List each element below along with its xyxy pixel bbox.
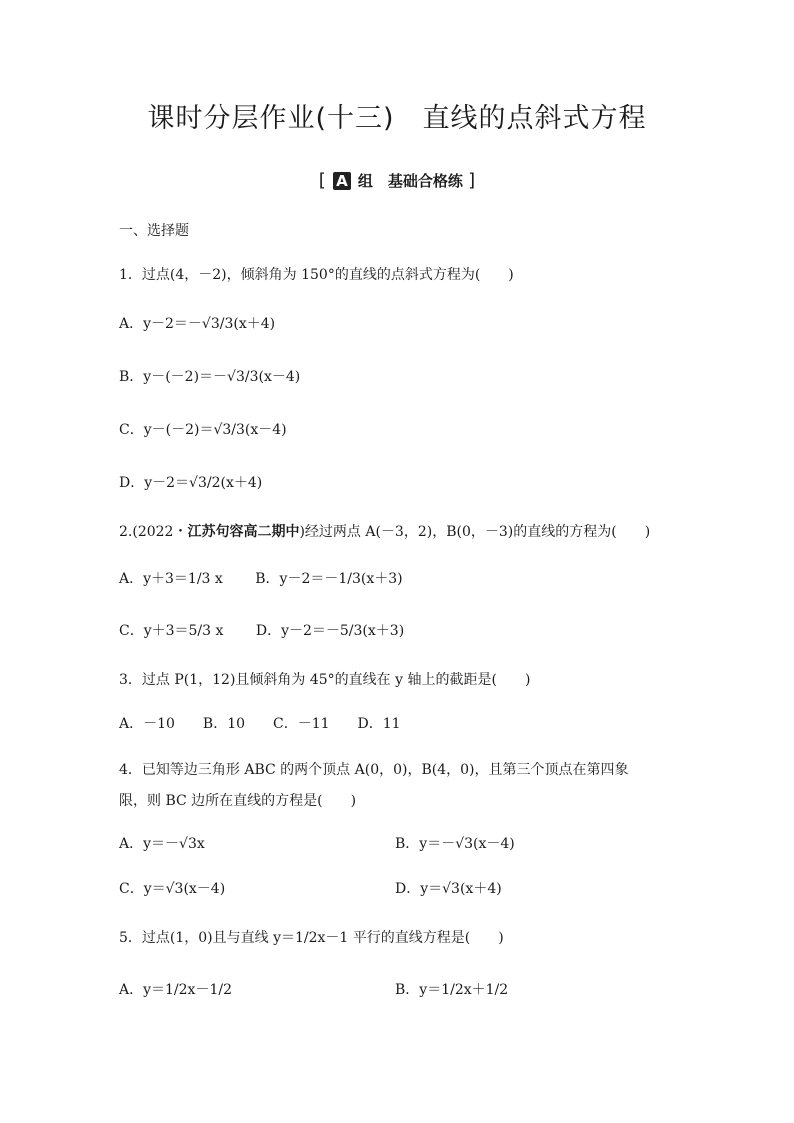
group-bracket-close: ] xyxy=(468,170,476,191)
group-label xyxy=(0,170,794,191)
q1-option-c[interactable]: C．y－(－2)＝√3/3(x－4) xyxy=(119,422,287,438)
q4-option-c[interactable]: C．y＝√3(x－4) xyxy=(119,881,226,897)
q2-option-b[interactable]: B．y－2＝－1/3(x＋3) xyxy=(255,571,403,587)
q4-option-d[interactable]: D．y＝√3(x＋4) xyxy=(395,881,502,897)
q1-option-b[interactable]: B．y－(－2)＝－√3/3(x－4) xyxy=(119,369,301,385)
group-bracket-open: [ xyxy=(318,170,326,191)
q3-stem: 3．过点 P(1，12)且倾斜角为 45°的直线在 y 轴上的截距是( ) xyxy=(119,672,531,688)
q2-stem-prefix: 2.(2022・ xyxy=(119,524,188,540)
q2-option-d[interactable]: D．y－2＝－5/3(x＋3) xyxy=(255,623,405,639)
q4-option-b[interactable]: B．y＝－√3(x－4) xyxy=(395,836,515,852)
q2-options-row2 xyxy=(119,620,404,640)
q1-stem: 1．过点(4，－2)，倾斜角为 150°的直线的点斜式方程为( ) xyxy=(119,267,514,283)
q5-option-b[interactable]: B．y＝1/2x＋1/2 xyxy=(395,982,509,998)
q2-option-a[interactable]: A．y＋3＝1/3 x xyxy=(119,571,223,587)
q1-option-a[interactable]: A．y－2＝－√3/3(x＋4) xyxy=(119,316,276,332)
q2-options-row1 xyxy=(119,568,403,588)
q2-stem-suffix: )经过两点 A(－3，2)，B(0，－3)的直线的方程为( ) xyxy=(299,524,651,540)
section-heading: 一、选择题 xyxy=(119,223,189,239)
q2-option-c[interactable]: C．y＋3＝5/3 x xyxy=(119,623,224,639)
page-title: 课时分层作业(十三) 直线的点斜式方程 xyxy=(147,103,647,134)
q2-stem xyxy=(119,521,650,541)
q4-stem-line1: 4．已知等边三角形 ABC 的两个顶点 A(0，0)，B(4，0)，且第三个顶点在第四象 xyxy=(119,762,629,778)
q1-option-d[interactable]: D．y－2＝√3/2(x＋4) xyxy=(119,475,263,491)
group-text: 组 基础合格练 xyxy=(357,172,463,190)
q2-source: 江苏句容高二期中 xyxy=(187,524,300,540)
group-badge: A xyxy=(333,172,351,190)
q4-option-a[interactable]: A．y＝－√3x xyxy=(119,836,205,852)
q3-options[interactable]: A．－10 B．10 C．－11 D．11 xyxy=(119,716,401,732)
q5-option-a[interactable]: A．y＝1/2x－1/2 xyxy=(119,982,232,998)
q4-stem-line2: 限，则 BC 边所在直线的方程是( ) xyxy=(119,793,357,809)
q5-stem: 5．过点(1，0)且与直线 y＝1/2x－1 平行的直线方程是( ) xyxy=(119,930,504,946)
